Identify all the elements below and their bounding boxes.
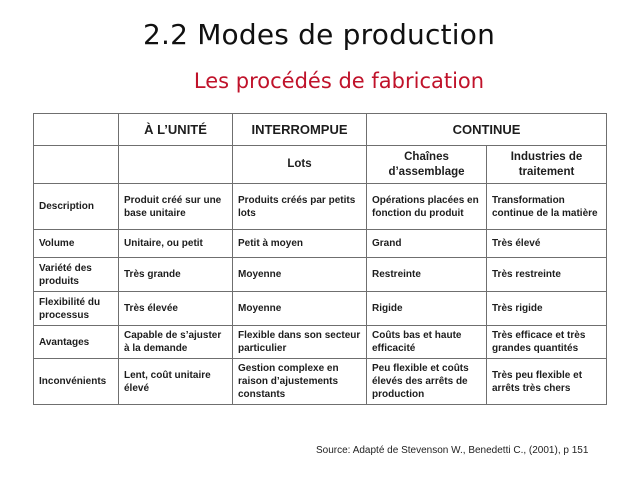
- table-row: [34, 258, 607, 292]
- table-row: [34, 326, 607, 359]
- table-cell: Peu flexible et coûts élevés des arrêts de production: [367, 359, 487, 405]
- table-cell: Transformation continue de la matière: [487, 184, 607, 230]
- table-cell: Coûts bas et haute efficacité: [367, 326, 487, 359]
- table-row: [34, 184, 607, 230]
- table-cell: Très élevé: [487, 230, 607, 258]
- table-row: [34, 359, 607, 405]
- row-label: Variété des produits: [34, 258, 119, 292]
- header-continue: CONTINUE: [367, 114, 607, 146]
- table-cell: Produits créés par petits lots: [233, 184, 367, 230]
- table-cell: Gestion complexe en raison d’ajustements constants: [233, 359, 367, 405]
- table-cell: Très restreinte: [487, 258, 607, 292]
- subheader-empty-cell: [119, 146, 233, 184]
- row-label: Avantages: [34, 326, 119, 359]
- production-modes-table: [33, 113, 607, 405]
- subheader-empty-cell: [34, 146, 119, 184]
- table-cell: Très grande: [119, 258, 233, 292]
- table-row: [34, 230, 607, 258]
- table-cell: Opérations placées en fonction du produit: [367, 184, 487, 230]
- table-cell: Très rigide: [487, 292, 607, 326]
- table-cell: Capable de s’ajuster à la demande: [119, 326, 233, 359]
- table-cell: Flexible dans son secteur particulier: [233, 326, 367, 359]
- table-cell: Rigide: [367, 292, 487, 326]
- subheader-lots: Lots: [233, 146, 367, 184]
- table-cell: Très élevée: [119, 292, 233, 326]
- table-subheader-row: [34, 146, 607, 184]
- table-row: [34, 292, 607, 326]
- header-interrompue: INTERROMPUE: [233, 114, 367, 146]
- table-cell: Grand: [367, 230, 487, 258]
- table-cell: Lent, coût unitaire élevé: [119, 359, 233, 405]
- subheader-chaines: Chaînes d’assemblage: [367, 146, 487, 184]
- slide-subtitle: Les procédés de fabrication: [193, 69, 485, 93]
- header-unite: À L’UNITÉ: [119, 114, 233, 146]
- subheader-industries: Industries de traitement: [487, 146, 607, 184]
- row-label: Inconvénients: [34, 359, 119, 405]
- slide-title: 2.2 Modes de production: [142, 18, 496, 51]
- row-label: Volume: [34, 230, 119, 258]
- table-cell: Restreinte: [367, 258, 487, 292]
- table-cell: Unitaire, ou petit: [119, 230, 233, 258]
- source-citation: Source: Adapté de Stevenson W., Benedetti C., (2001), p 151: [316, 445, 589, 456]
- table-cell: Moyenne: [233, 292, 367, 326]
- table-header-row: [34, 114, 607, 146]
- table-cell: Très peu flexible et arrêts très chers: [487, 359, 607, 405]
- table-cell: Moyenne: [233, 258, 367, 292]
- table-cell: Produit créé sur une base unitaire: [119, 184, 233, 230]
- header-empty-cell: [34, 114, 119, 146]
- table-cell: Très efficace et très grandes quantités: [487, 326, 607, 359]
- table-cell: Petit à moyen: [233, 230, 367, 258]
- row-label: Flexibilité du processus: [34, 292, 119, 326]
- row-label: Description: [34, 184, 119, 230]
